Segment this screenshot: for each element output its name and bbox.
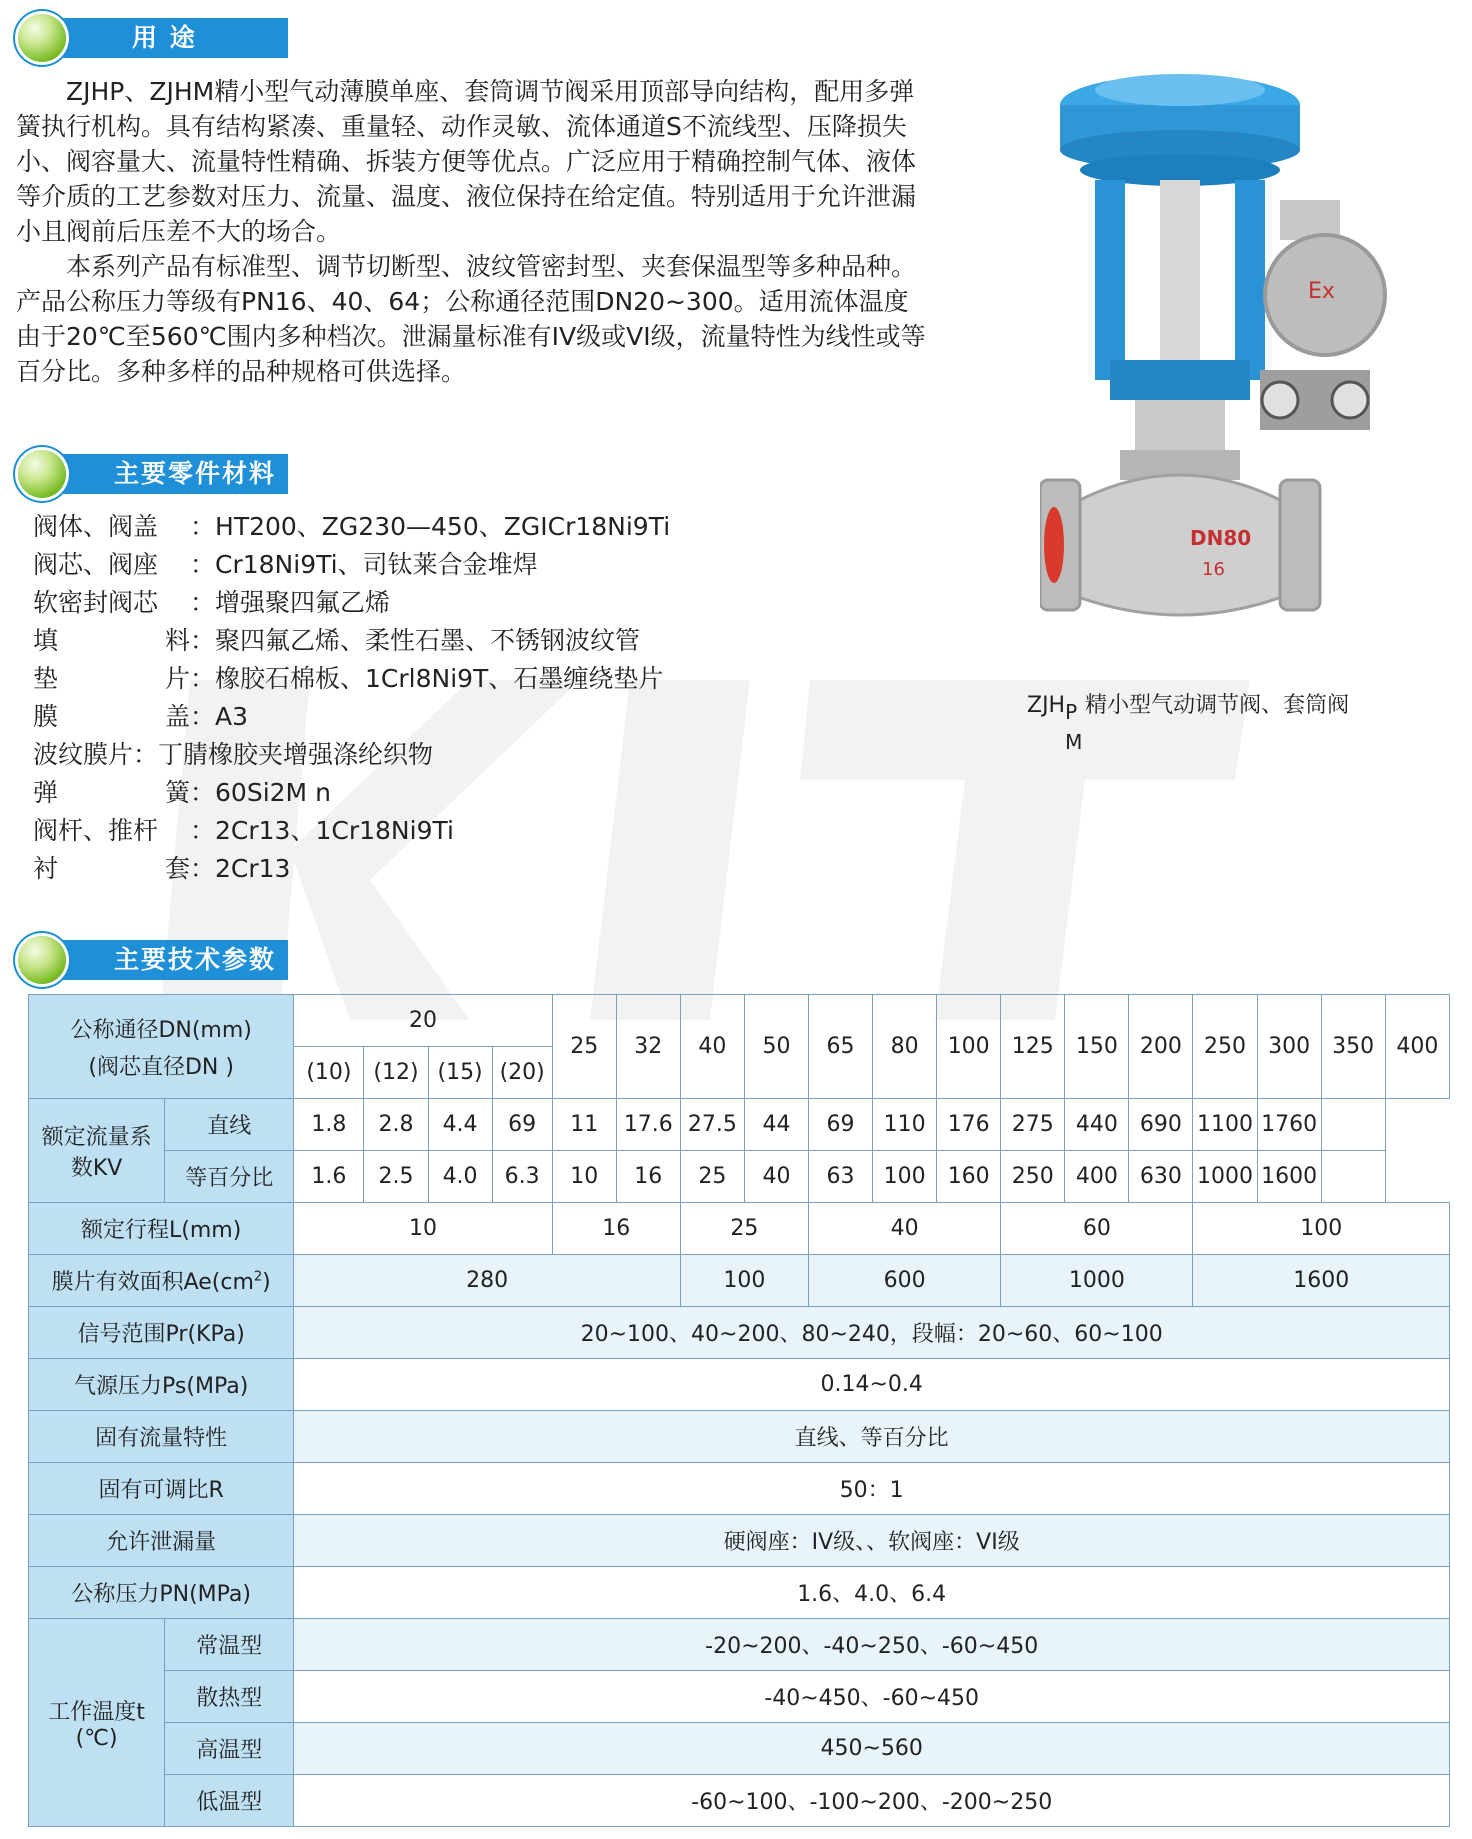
stroke-label: 额定行程L(mm) <box>29 1203 294 1255</box>
param-label: 公称压力PN(MPa) <box>29 1567 294 1619</box>
params-title: 主要技术参数 <box>42 940 288 980</box>
table-row <box>29 1515 1450 1567</box>
table-row <box>29 1775 1450 1827</box>
temp-value: -20~200、-40~250、-60~450 <box>294 1619 1450 1671</box>
dn20-sub-cell: (15) <box>428 1047 492 1099</box>
param-value: 20~100、40~200、80~240，段幅：20~60、60~100 <box>294 1307 1450 1359</box>
material-row: 填 料 ： 聚四氟乙烯、柔性石墨、不锈钢波纹管 <box>33 622 670 660</box>
kv-cell: 160 <box>937 1151 1001 1203</box>
kv-cell: 250 <box>1001 1151 1065 1203</box>
dn20-sub-cell: (10) <box>294 1047 364 1099</box>
material-label: 弹 簧 <box>33 778 190 807</box>
kv-cell: 63 <box>809 1151 873 1203</box>
kv-cell: 440 <box>1065 1099 1129 1151</box>
temp-value: 450~560 <box>294 1723 1450 1775</box>
stroke-cell: 25 <box>680 1203 808 1255</box>
table-row <box>29 1723 1450 1775</box>
materials-section-header <box>18 450 288 496</box>
param-label: 允许泄漏量 <box>29 1515 294 1567</box>
kv-cell: 4.0 <box>428 1151 492 1203</box>
dn-sub-label: (阀芯直径DN ) <box>88 1054 234 1080</box>
kv-cell: 11 <box>552 1099 616 1151</box>
param-value: 直线、等百分比 <box>294 1411 1450 1463</box>
kv-cell: 2.8 <box>364 1099 428 1151</box>
kv-cell: 110 <box>873 1099 937 1151</box>
dn-cell: 40 <box>680 995 744 1099</box>
kv-cell: 17.6 <box>616 1099 680 1151</box>
materials-title: 主要零件材料 <box>42 454 288 494</box>
stroke-cell: 16 <box>552 1203 680 1255</box>
material-row: 阀体、阀盖 ： HT200、ZG230—450、ZGICr18Ni9Ti <box>33 508 670 546</box>
valve-pn-plate: 16 <box>1202 559 1225 580</box>
material-value: 橡胶石棉板、1Crl8Ni9T、石墨缠绕垫片 <box>215 664 664 693</box>
param-value: 1.6、4.0、6.4 <box>294 1567 1450 1619</box>
kv-empty-cell <box>1321 1099 1385 1151</box>
table-row <box>29 1151 1450 1203</box>
temp-type-label: 常温型 <box>165 1619 294 1671</box>
kv-cell: 1760 <box>1257 1099 1321 1151</box>
temp-value: -60~100、-100~200、-200~250 <box>294 1775 1450 1827</box>
kv-cell: 400 <box>1065 1151 1129 1203</box>
param-label: 气源压力Ps(MPa) <box>29 1359 294 1411</box>
materials-list <box>33 508 670 888</box>
table-row <box>29 1099 1450 1151</box>
material-value: 2Cr13、1Cr18Ni9Ti <box>215 816 454 845</box>
kv-cell: 176 <box>937 1099 1001 1151</box>
material-value: HT200、ZG230—450、ZGICr18Ni9Ti <box>215 512 671 541</box>
dn-cell: 80 <box>873 995 937 1099</box>
table-row <box>29 1567 1450 1619</box>
material-label: 波纹膜片 <box>33 740 134 769</box>
dn-cell: 150 <box>1065 995 1129 1099</box>
dn-cell: 32 <box>616 995 680 1099</box>
area-label: 膜片有效面积$Ae(cm^2)$ <box>29 1255 294 1307</box>
material-label: 衬 套 <box>33 854 190 883</box>
table-row <box>29 1203 1450 1255</box>
table-row <box>29 1463 1450 1515</box>
caption-text: 精小型气动调节阀、套筒阀 <box>1085 693 1350 718</box>
stroke-cell: 10 <box>294 1203 552 1255</box>
material-value: 聚四氟乙烯、柔性石墨、不锈钢波纹管 <box>215 626 641 655</box>
material-label: 软密封阀芯 <box>33 588 159 617</box>
material-label: 阀杆、推杆 <box>33 816 159 845</box>
dn20-sub-cell: (12) <box>364 1047 428 1099</box>
ex-label: Ex <box>1308 279 1335 304</box>
usage-title: 用 途 <box>42 18 288 58</box>
material-row: 阀杆、推杆 ： 2Cr13、1Cr18Ni9Ti <box>33 812 670 850</box>
material-label: 膜 盖 <box>33 702 190 731</box>
green-ball-icon <box>18 450 66 498</box>
kv-empty-cell <box>1321 1151 1385 1203</box>
kv-cell: 69 <box>809 1099 873 1151</box>
table-row <box>29 1671 1450 1723</box>
material-row: 阀芯、阀座 ： Cr18Ni9Ti、司钛莱合金堆焊 <box>33 546 670 584</box>
dn-cell: 125 <box>1001 995 1065 1099</box>
kv-cell: 1100 <box>1193 1099 1257 1151</box>
caption-sup: P <box>1065 700 1078 724</box>
kv-cell: 25 <box>680 1151 744 1203</box>
green-ball-icon <box>18 936 66 984</box>
param-value: 0.14~0.4 <box>294 1359 1450 1411</box>
param-value: 硬阀座：IV级、、软阀座：VI级 <box>294 1515 1450 1567</box>
material-value: 增强聚四氟乙烯 <box>215 588 391 617</box>
material-row: 软密封阀芯 ： 增强聚四氟乙烯 <box>33 584 670 622</box>
dn-cell: 350 <box>1321 995 1385 1099</box>
area-cell: 100 <box>680 1255 808 1307</box>
dn-cell: 65 <box>809 995 873 1099</box>
temp-value: -40~450、-60~450 <box>294 1671 1450 1723</box>
usage-section-header <box>18 14 288 60</box>
area-cell: 600 <box>809 1255 1001 1307</box>
dn-cell: 100 <box>937 995 1001 1099</box>
caption-sub: M <box>1065 730 1083 754</box>
area-cell: 1600 <box>1193 1255 1450 1307</box>
temp-type-label: 高温型 <box>165 1723 294 1775</box>
kv-cell: 40 <box>744 1151 808 1203</box>
dn-cell: 300 <box>1257 995 1321 1099</box>
kv-cell: 1.8 <box>294 1099 364 1151</box>
area-cell: 1000 <box>1001 1255 1193 1307</box>
stroke-cell: 60 <box>1001 1203 1193 1255</box>
kv-cell: 6.3 <box>492 1151 552 1203</box>
param-label: 信号范围Pr(KPa) <box>29 1307 294 1359</box>
material-label: 阀芯、阀座 <box>33 550 159 579</box>
kv-cell: 1.6 <box>294 1151 364 1203</box>
kv-cell: 10 <box>552 1151 616 1203</box>
area-cell: 280 <box>294 1255 680 1307</box>
valve-caption <box>1027 688 1350 754</box>
kv-cell: 2.5 <box>364 1151 428 1203</box>
material-label: 垫 片 <box>33 664 190 693</box>
param-label: 固有可调比R <box>29 1463 294 1515</box>
material-row: 膜 盖 ： A3 <box>33 698 670 736</box>
usage-paragraph-1: ZJHP、ZJHM精小型气动薄膜单座、套筒调节阀采用顶部导向结构，配用多弹簧执行机构。具有结构紧凑、重量轻、动作灵敏、流体通道S不流线型、压降损失小、阀容量大、流量特性精确、拆装方便等优点。广泛应用于精确控制气体、液体等介质的工艺参数对压力、流量、温度、液位保持在给定值。特别适用于允许泄漏小且阀前后压差不大的场合。 <box>16 77 917 246</box>
kv-cell: 690 <box>1129 1099 1193 1151</box>
dn-label: 公称通径DN(mm) <box>70 1017 252 1043</box>
usage-paragraph-2: 本系列产品有标准型、调节切断型、波纹管密封型、夹套保温型等多种品种。产品公称压力等级有PN16、40、64；公称通径范围DN20~300。适用流体温度由于20℃至560℃围内多种档次。泄漏量标准有IV级或VI级，流量特性为线性或等百分比。多种多样的品种规格可供选择。 <box>16 252 926 386</box>
caption-prefix: ZJH <box>1027 693 1066 718</box>
temp-type-label: 散热型 <box>165 1671 294 1723</box>
params-section-header <box>18 936 288 982</box>
table-row <box>29 1255 1450 1307</box>
table-row <box>29 1411 1450 1463</box>
kv-cell: 4.4 <box>428 1099 492 1151</box>
kv-linear-label: 直线 <box>165 1099 294 1151</box>
material-row: 衬 套 ： 2Cr13 <box>33 850 670 888</box>
param-label: 固有流量特性 <box>29 1411 294 1463</box>
material-value: A3 <box>215 702 249 731</box>
dn-cell: 200 <box>1129 995 1193 1099</box>
table-row <box>29 1619 1450 1671</box>
table-row <box>29 1359 1450 1411</box>
material-value: 丁腈橡胶夹增强涤纶织物 <box>158 740 434 769</box>
kv-cell: 1600 <box>1257 1151 1321 1203</box>
kv-eq-label: 等百分比 <box>165 1151 294 1203</box>
kv-cell: 44 <box>744 1099 808 1151</box>
temp-label: 工作温度t (℃) <box>29 1619 165 1827</box>
usage-text <box>16 74 931 389</box>
valve-image <box>1040 30 1450 670</box>
material-row: 弹 簧 ： 60Si2M n <box>33 774 670 812</box>
dn-cell: 25 <box>552 995 616 1099</box>
kv-cell: 630 <box>1129 1151 1193 1203</box>
kv-cell: 275 <box>1001 1099 1065 1151</box>
stroke-cell: 40 <box>809 1203 1001 1255</box>
material-value: Cr18Ni9Ti、司钛莱合金堆焊 <box>215 550 538 579</box>
param-value: 50：1 <box>294 1463 1450 1515</box>
dn-cell: 400 <box>1385 995 1449 1099</box>
material-label: 填 料 <box>33 626 190 655</box>
material-row: 波纹膜片 ： 丁腈橡胶夹增强涤纶织物 <box>33 736 670 774</box>
temp-type-label: 低温型 <box>165 1775 294 1827</box>
dn-cell: 50 <box>744 995 808 1099</box>
valve-dn-plate: DN80 <box>1190 526 1252 550</box>
dn-header <box>29 995 294 1099</box>
kv-cell: 69 <box>492 1099 552 1151</box>
kv-cell: 100 <box>873 1151 937 1203</box>
dn20-sub-cell: (20) <box>492 1047 552 1099</box>
material-row: 垫 片 ： 橡胶石棉板、1Crl8Ni9T、石墨缠绕垫片 <box>33 660 670 698</box>
kv-label: 额定流量系数KV <box>29 1099 165 1203</box>
green-ball-icon <box>18 14 66 62</box>
table-row <box>29 1307 1450 1359</box>
material-value: 60Si2M n <box>215 778 331 807</box>
dn-cell: 250 <box>1193 995 1257 1099</box>
dn-20-cell: 20 <box>294 995 552 1047</box>
table-row <box>29 995 1450 1047</box>
stroke-cell: 100 <box>1193 1203 1450 1255</box>
kv-cell: 1000 <box>1193 1151 1257 1203</box>
kv-cell: 16 <box>616 1151 680 1203</box>
kv-cell: 27.5 <box>680 1099 744 1151</box>
material-value: 2Cr13 <box>215 854 291 883</box>
spec-table <box>28 994 1450 1827</box>
material-label: 阀体、阀盖 <box>33 512 159 541</box>
